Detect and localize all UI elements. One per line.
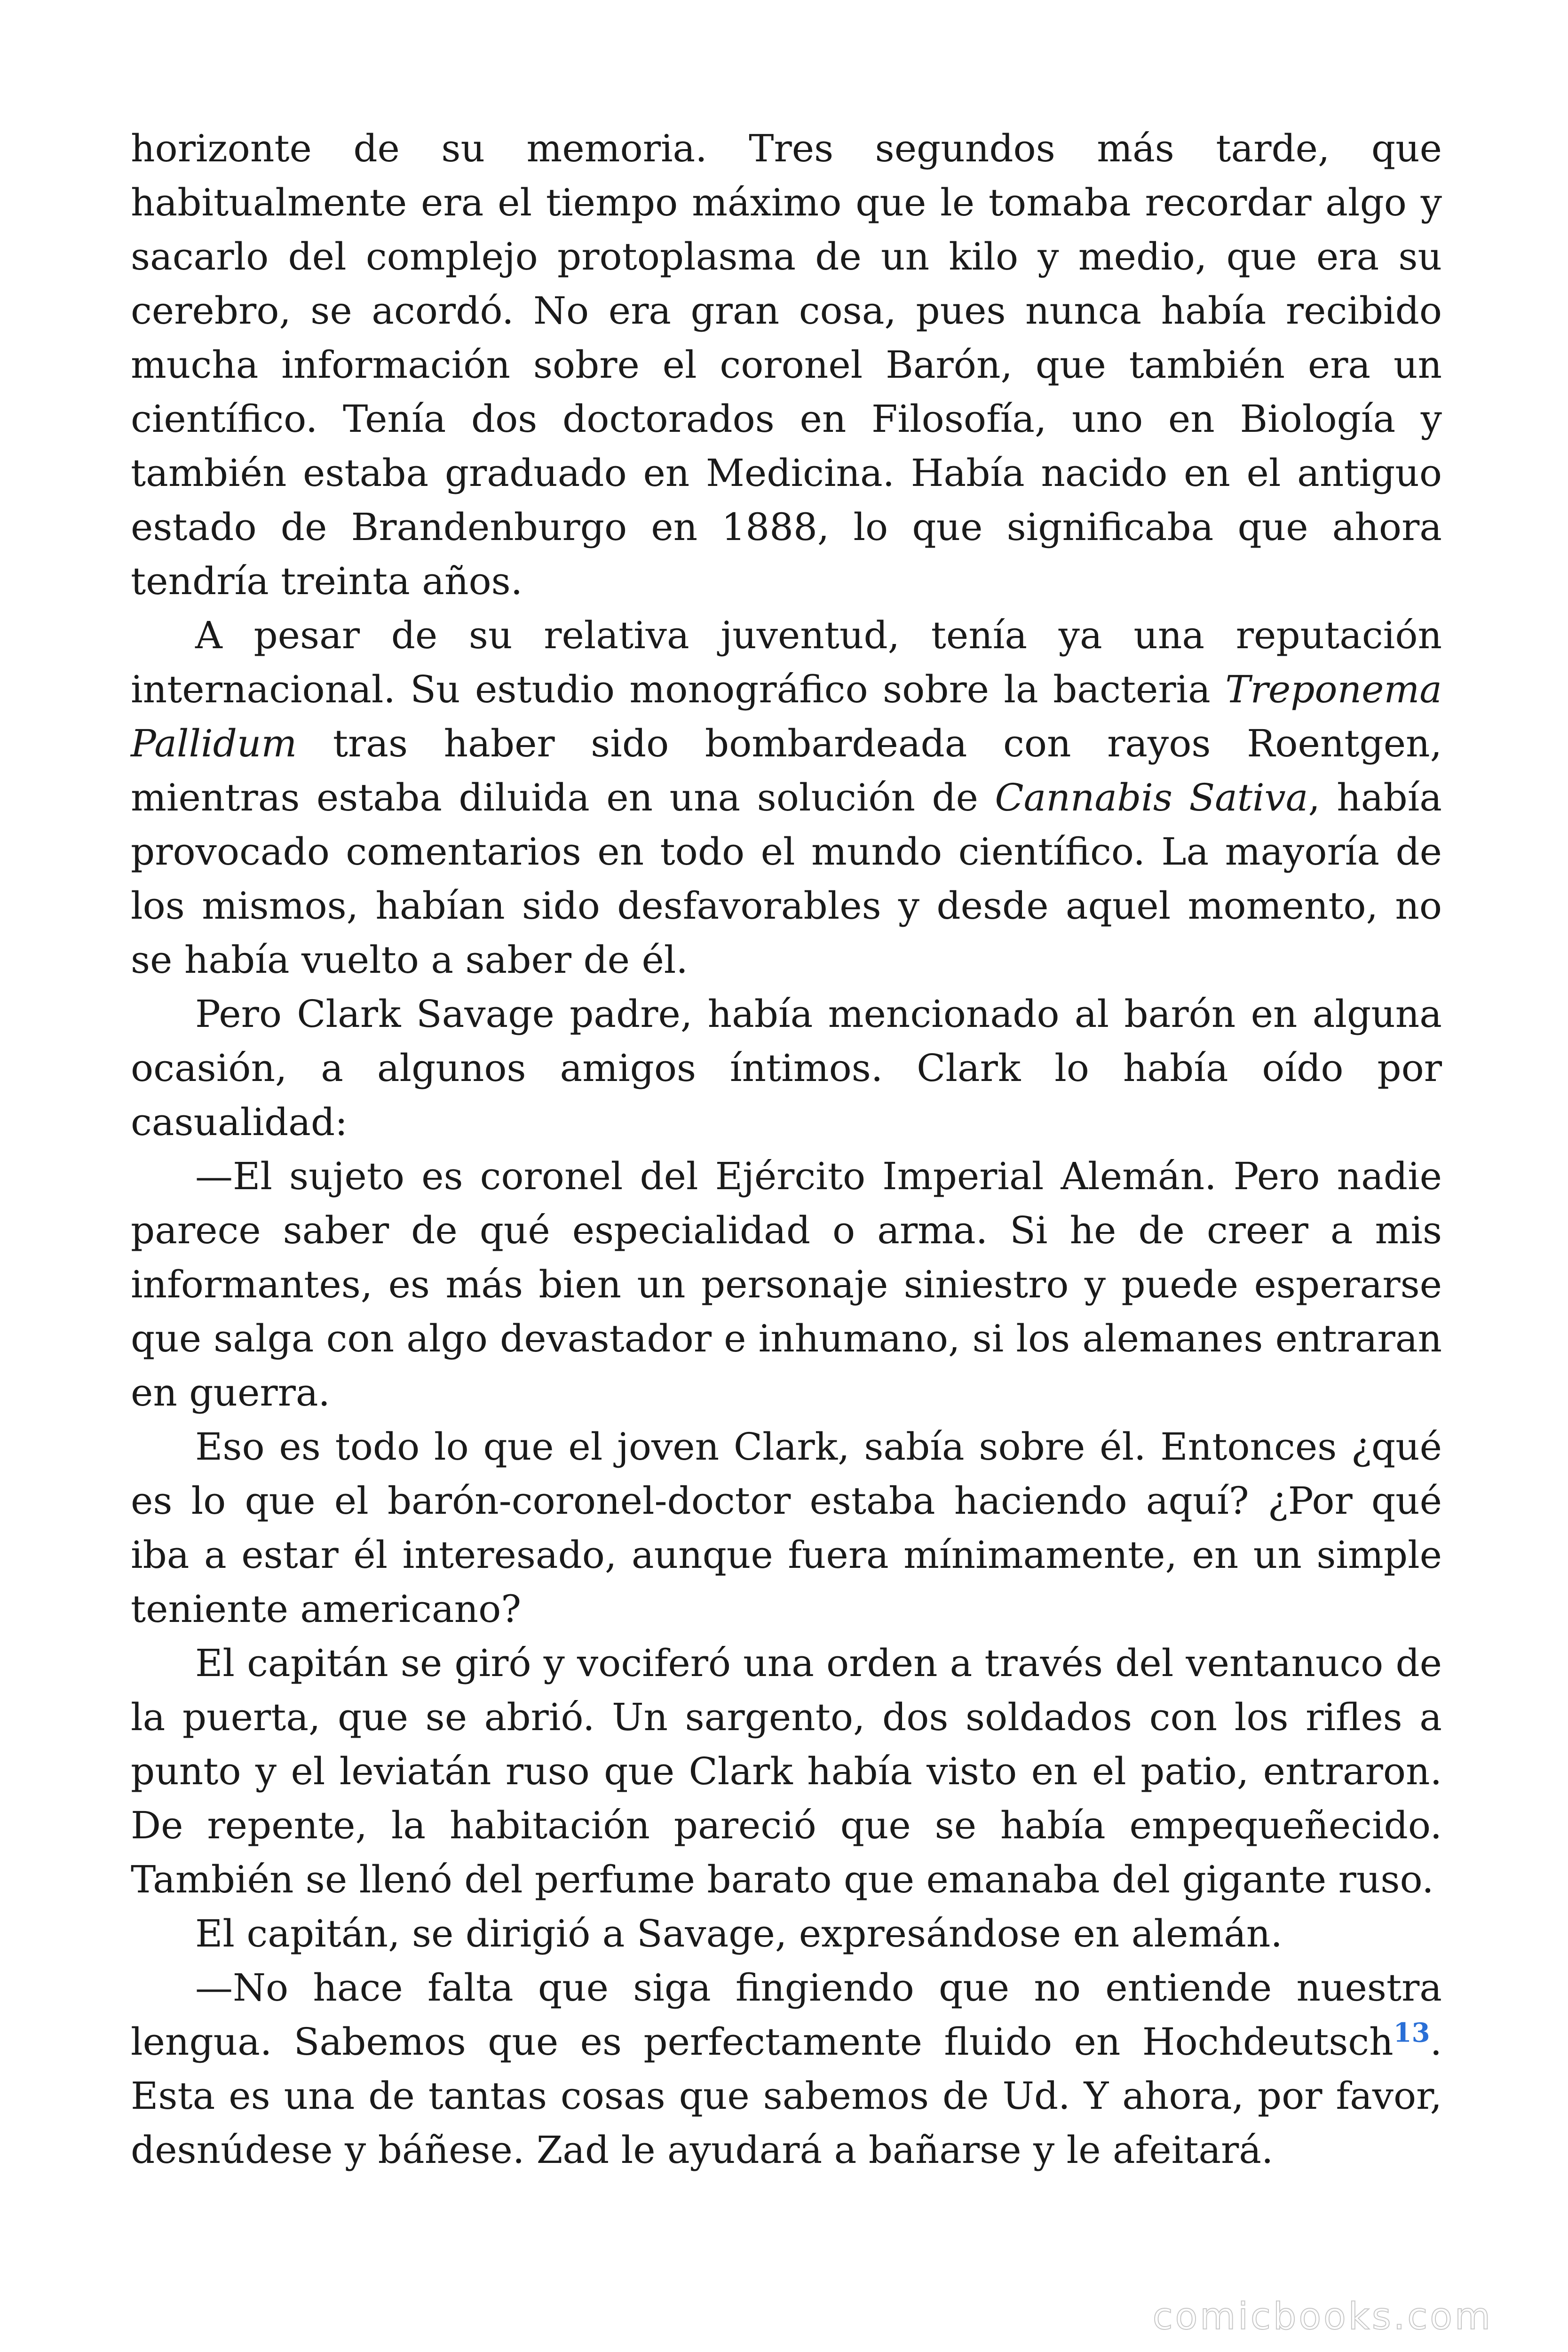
paragraph-text: horizonte de su memoria. Tres segundos más tarde, que habitualmente era el tiempo máximo que le tomaba recordar algo y sacarlo del complejo protoplasma de un kilo y medio, que era su cerebro, se acordó. No era gran cosa, pues nunca había recibido mucha información sobre el coronel Barón, que también era un científico. Tenía dos doctorados en Filosofía, uno en Biología y también estaba graduado en Medicina. Había nacido en el antiguo estado de Brandenburgo en 1888, lo que significaba que ahora tendría treinta años. (131, 127, 1442, 603)
paragraph-text: Pero Clark Savage padre, había mencionado al barón en alguna ocasión, a algunos amigos íntimos. Clark lo había oído por casualidad: (131, 992, 1442, 1144)
paragraph (131, 1149, 1442, 1420)
paragraph-text: El capitán, se dirigió a Savage, expresándose en alemán. (195, 1912, 1283, 1955)
paragraph-text: El capitán se giró y vociferó una orden a través del ventanuco de la puerta, que se abrió. Un sargento, dos soldados con los rifles a punto y el leviatán ruso que Clark había visto en el patio, entraron. De repente, la habitación pareció que se había empequeñecido. También se llenó del perfume barato que emanaba del gigante ruso. (131, 1641, 1442, 1901)
paragraph-text: —No hace falta que siga fingiendo que no entiende nuestra lengua. Sabemos que es perfectamente fluido en Hochdeutsch (131, 1966, 1442, 2064)
paragraph (131, 987, 1442, 1149)
paragraph-text: . Esta es una de tantas cosas que sabemos de Ud. Y ahora, por favor, desnúdese y báñese. Zad le ayudará a bañarse y le afeitará. (131, 2020, 1442, 2172)
paragraph (131, 1961, 1442, 2177)
paragraph (131, 608, 1442, 987)
paragraph-text: , había provocado comentarios en todo el mundo científico. La mayoría de los mismos, habían sido desfavorables y desde aquel momento, no se había vuelto a saber de él. (131, 776, 1442, 982)
paragraph-text: —El sujeto es coronel del Ejército Imperial Alemán. Pero nadie parece saber de qué especialidad o arma. Si he de creer a mis informantes, es más bien un personaje siniestro y puede esperarse que salga con algo devastador e inhumano, si los alemanes entraran en guerra. (131, 1154, 1442, 1414)
paragraph-text: tras haber sido bombardeada con rayos Roentgen, mientras estaba diluida en una solución de (131, 722, 1442, 819)
watermark: comicbooks.com (1152, 2296, 1493, 2338)
paragraph (131, 1907, 1442, 1961)
italic-species-name: Treponema Pallidum (131, 667, 1442, 765)
page-body (131, 121, 1442, 2177)
paragraph-text: Eso es todo lo que el joven Clark, sabía sobre él. Entonces ¿qué es lo que el barón-coronel-doctor estaba haciendo aquí? ¿Por qué iba a estar él interesado, aunque fuera mínimamente, en un simple teniente americano? (131, 1425, 1442, 1631)
paragraph (131, 121, 1442, 608)
paragraph (131, 1420, 1442, 1636)
paragraph-text: A pesar de su relativa juventud, tenía ya una reputación internacional. Su estudio monográfico sobre la bacteria (131, 613, 1442, 711)
paragraph (131, 1636, 1442, 1907)
italic-species-name: Cannabis Sativa (995, 776, 1308, 819)
footnote-reference-link[interactable]: 13 (1393, 2017, 1430, 2049)
